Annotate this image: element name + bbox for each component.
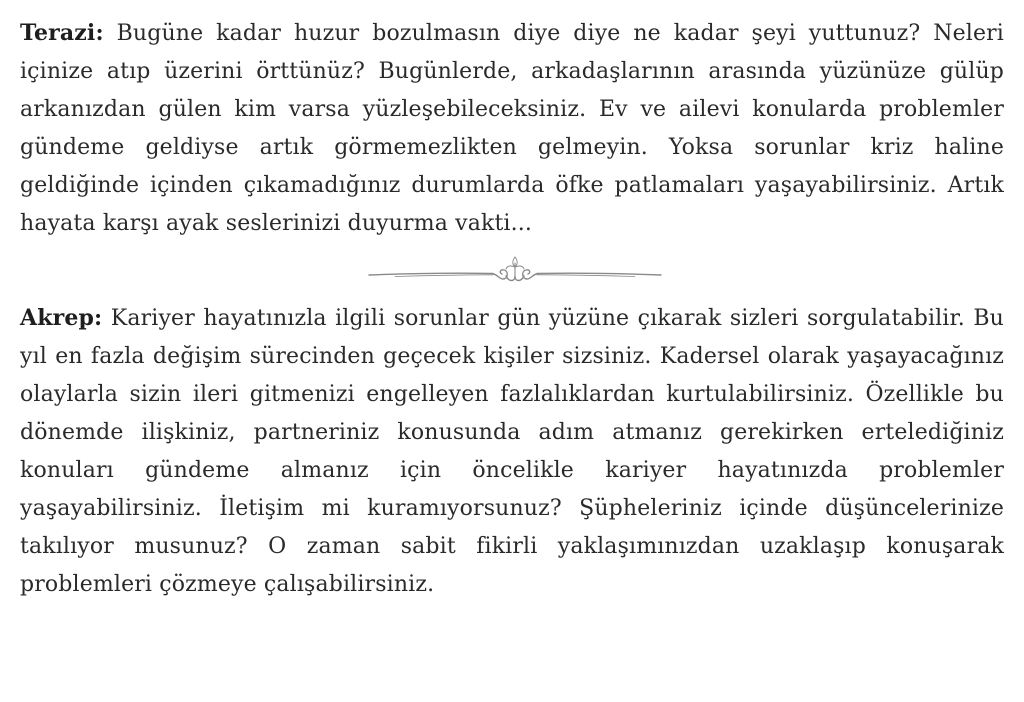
horoscope-section-libra — [20, 14, 1004, 243]
section-paragraph — [20, 299, 1004, 604]
section-paragraph — [20, 14, 1004, 243]
section-text: Bugüne kadar huzur bozulmasın diye diye ne kadar şeyi yuttunuz? Neleri içinize atıp üzerini örttünüz? Bugünlerde, arkadaşlarının arasında yüzünüze gülüp arkanızdan gülen kim varsa yüzleşebileceksiniz. Ev ve ailevi konularda problemler gündeme geldiyse artık görmemezlikten gelmeyin. Yoksa sorunlar kriz haline geldiğinde içinden çıkamadığınız durumlarda öfke patlamaları yaşayabilirsiniz. Artık hayata karşı ayak seslerinizi duyurma vakti... — [20, 21, 1004, 236]
sign-title: Terazi: — [20, 20, 104, 46]
section-text: Kariyer hayatınızla ilgili sorunlar gün yüzüne çıkarak sizleri sorgulatabilir. Bu yıl en fazla değişim sürecinden geçecek kişiler sizsiniz. Kadersel olarak yaşayacağınız olaylarla sizin ileri gitmenizi engelleyen fazlalıklardan kurtulabilirsiniz. Özellikle bu dönemde ilişkiniz, partneriniz konusunda adım atmanız gerekirken ertelediğiniz konuları gündeme almanız için öncelikle kariyer hayatınızda problemler yaşayabilirsiniz. İletişim mi kuramıyorsunuz? Şüpheleriniz içinde düşüncelerinize takılıyor musunuz? O zaman sabit fikirli yaklaşımınızdan uzaklaşıp konuşarak problemleri çözmeye çalışabilirsiniz. — [20, 306, 1004, 597]
article-body — [20, 14, 1004, 604]
ornamental-divider-icon — [365, 249, 665, 289]
sign-title: Akrep: — [20, 305, 103, 331]
horoscope-section-scorpio — [20, 299, 1004, 604]
